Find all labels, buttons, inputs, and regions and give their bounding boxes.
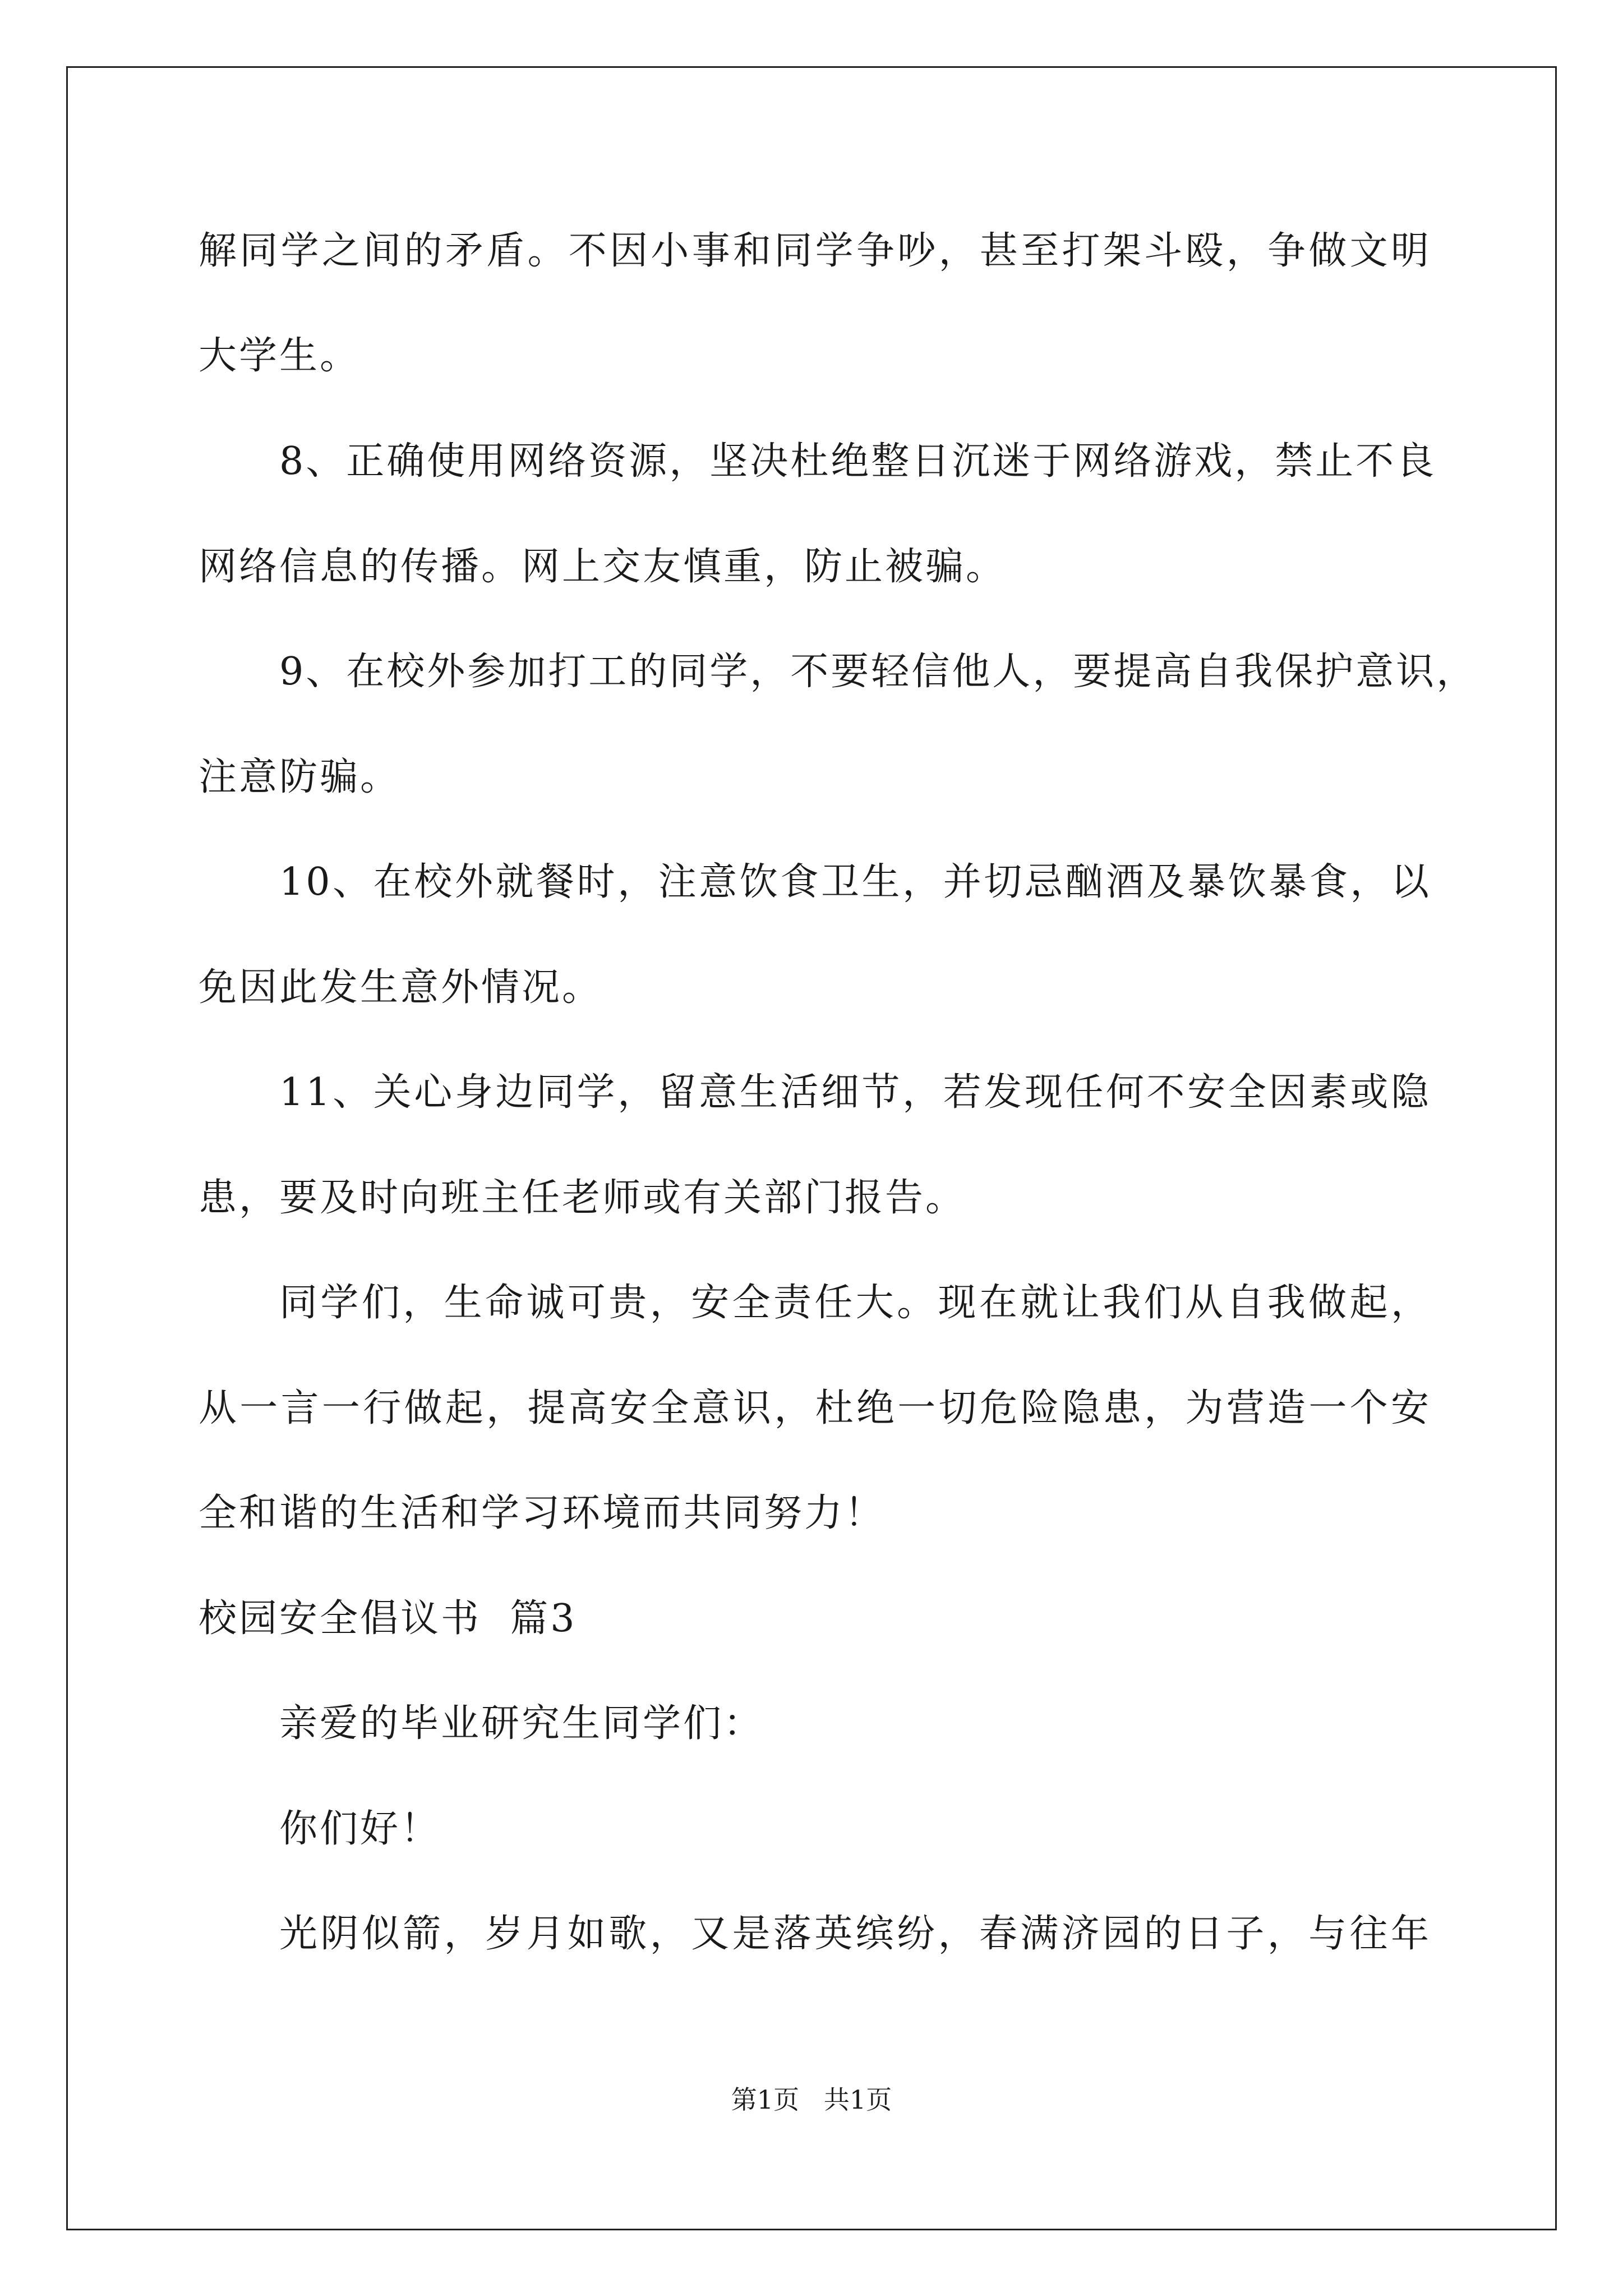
page-border xyxy=(66,66,1557,2230)
body-line: 同学们，生命诚可贵，安全责任大。现在就让我们从自我做起， xyxy=(279,1281,1431,1325)
body-line: 11、关心身边同学，留意生活细节，若发现任何不安全因素或隐 xyxy=(279,1070,1431,1115)
body-line: 光阴似箭，岁月如歌，又是落英缤纷，春满济园的日子，与往年 xyxy=(279,1912,1431,1956)
body-line: 网络信息的传播。网上交友慎重，防止被骗。 xyxy=(199,545,1007,589)
section-heading: 校园安全倡议书 篇3 xyxy=(199,1596,577,1641)
body-line: 10、在校外就餐时，注意饮食卫生，并切忌酗酒及暴饮暴食，以 xyxy=(279,860,1431,904)
body-line: 注意防骗。 xyxy=(199,755,401,799)
body-line: 大学生。 xyxy=(199,334,361,378)
body-line: 从一言一行做起，提高安全意识，杜绝一切危险隐患，为营造一个安 xyxy=(199,1386,1431,1430)
body-line: 全和谐的生活和学习环境而共同努力！ xyxy=(199,1491,886,1535)
salutation: 亲爱的毕业研究生同学们： xyxy=(279,1701,764,1746)
body-line: 9、在校外参加打工的同学，不要轻信他人，要提高自我保护意识， xyxy=(279,650,1477,694)
body-line: 8、正确使用网络资源，坚决杜绝整日沉迷于网络游戏，禁止不良 xyxy=(279,439,1437,484)
greeting: 你们好！ xyxy=(279,1807,441,1851)
page-footer: 第1页 共1页 xyxy=(731,2085,892,2115)
body-line: 患，要及时向班主任老师或有关部门报告。 xyxy=(199,1176,966,1220)
body-line: 免因此发生意外情况。 xyxy=(199,965,603,1010)
body-line: 解同学之间的矛盾。不因小事和同学争吵，甚至打架斗殴，争做文明 xyxy=(199,229,1431,273)
